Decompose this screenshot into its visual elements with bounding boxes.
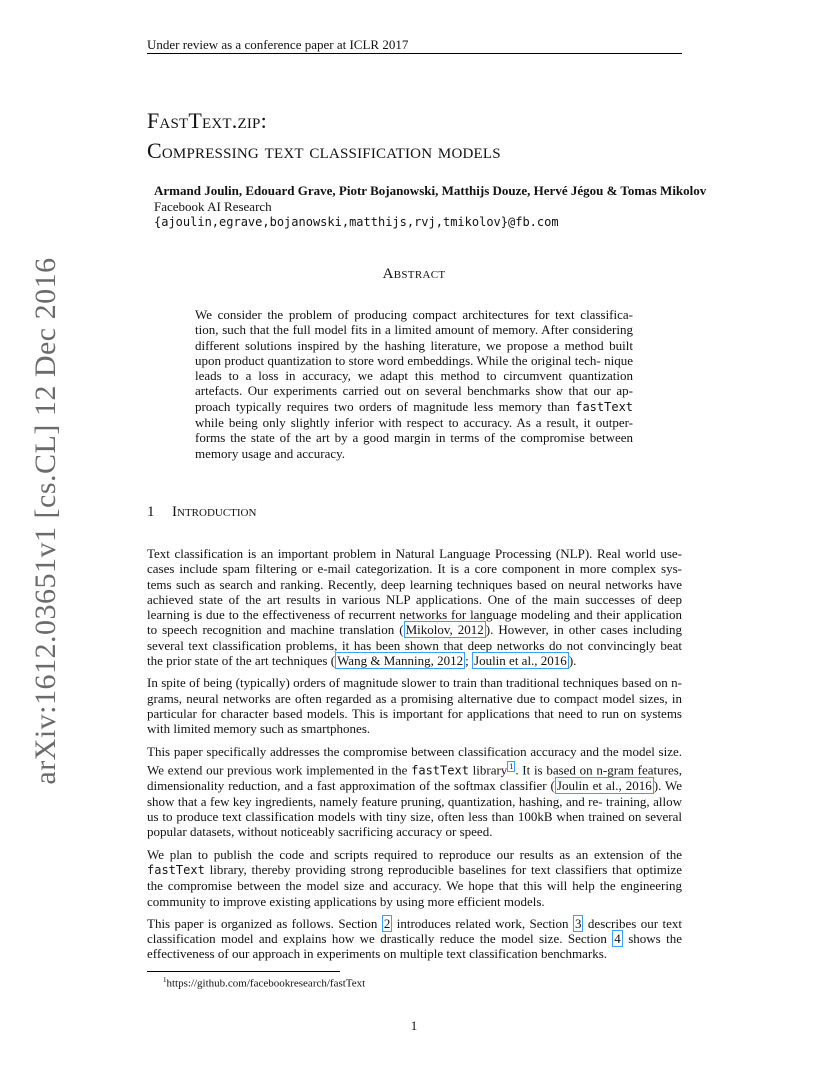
p5-text-a: This paper is organized as follows. Section bbox=[147, 915, 378, 931]
p5-text-d: shows the effectiveness of our approach in experiments on multiple text classification benchmarks. bbox=[147, 931, 683, 962]
introduction-body bbox=[147, 546, 682, 969]
p1-text-c: ). bbox=[568, 653, 577, 669]
abstract-body bbox=[195, 307, 633, 461]
footnote-url[interactable]: https://github.com/facebookresearch/fastText bbox=[166, 977, 366, 990]
p3-text-b: library bbox=[472, 762, 508, 778]
p1-text-a: Text classification is an important problem in Natural Language Processing (NLP). Real world use- cases include spam filtering or e-mail categorization. It is a core component in more complex sys- tems such as search and ranking. Recently, deep learning techniques based on neural networks have achieved state of the art results in various NLP applications. One of the main successes of deep learning is due to the effectiveness of recurrent networks for language modeling and their application to speech recognition and machine translation ( bbox=[147, 546, 682, 638]
p5-text-c: describes our text classification model and explains how we drastically reduce the model size. Section bbox=[147, 915, 682, 947]
paragraph-2: In spite of being (typically) orders of magnitude slower to train than traditional techniques based on n-grams, neural networks are often regarded as a promising alternative due to compact model sizes, in particular for character based models. This is important for applications that need to run on systems with limited memory such as smartphones. bbox=[147, 675, 682, 737]
p4-text-a: We plan to publish the code and scripts required to reproduce our results as an extension of the bbox=[147, 846, 682, 862]
header-rule bbox=[147, 53, 682, 54]
page-number: 1 bbox=[410, 1018, 418, 1033]
abstract-text-b: while being only slightly inferior with respect to accuracy. As a result, it outper- forms the state of the art by a good margin in terms of the compromise between memory usage and accuracy. bbox=[195, 415, 633, 461]
footnote-mark: 1 bbox=[163, 976, 167, 984]
paragraph-4 bbox=[147, 847, 682, 909]
paragraph-1 bbox=[147, 546, 682, 668]
p5-text-b: introduces related work, Section bbox=[396, 915, 569, 931]
section-ref-link[interactable]: 2 bbox=[383, 915, 391, 931]
citation-link[interactable]: Mikolov, 2012 bbox=[405, 622, 484, 638]
running-header: Under review as a conference paper at ICLR 2017 bbox=[147, 37, 409, 52]
p3-text-d: ). We show that a few key ingredients, namely feature pruning, quantization, hashing, and re- training, allow us to produce text classification models with tiny size, often less than 100kB when trained on several popular datasets, without noticeably sacrificing accuracy or speed. bbox=[147, 778, 683, 840]
section-heading bbox=[147, 504, 256, 521]
abstract-code: fastText bbox=[575, 399, 634, 414]
inline-code: fastText bbox=[147, 862, 205, 877]
section-title: Introduction bbox=[172, 504, 257, 520]
section-number: 1 bbox=[147, 504, 155, 520]
paragraph-3 bbox=[147, 744, 682, 840]
abstract-heading: Abstract bbox=[382, 266, 446, 282]
citation-link[interactable]: Wang & Manning, 2012 bbox=[337, 653, 464, 669]
author-list: Armand Joulin, Edouard Grave, Piotr Bojanowski, Matthijs Douze, Hervé Jégou & Tomas Mikolov bbox=[154, 183, 707, 198]
affiliation: Facebook AI Research bbox=[154, 199, 272, 214]
arxiv-stamp: arXiv:1612.03651v1 [cs.CL] 12 Dec 2016 bbox=[29, 257, 62, 785]
citation-link[interactable]: Joulin et al., 2016 bbox=[556, 778, 652, 794]
footnote bbox=[163, 976, 365, 990]
p3-text-a: This paper specifically addresses the compromise between classification accuracy and the model size. We extend our previous work implemented in the bbox=[147, 743, 682, 778]
p4-text-b: library, thereby providing strong reproducible baselines for text classifiers that optimize the compromise between the model size and accuracy. We hope that this will help the engineering community to improve existing applications by using more efficient models. bbox=[147, 861, 682, 909]
section-ref-link[interactable]: 4 bbox=[614, 931, 621, 947]
p1-text-b: ). However, in other cases including several text classification problems, it has been shown that deep networks do not convincingly beat the prior state of the art techniques ( bbox=[147, 622, 682, 669]
inline-code: fastText bbox=[411, 763, 469, 778]
p1-separator: ; bbox=[465, 653, 473, 669]
citation-link[interactable]: Joulin et al., 2016 bbox=[474, 653, 567, 669]
author-emails bbox=[154, 214, 559, 230]
title-line-2: Compressing text classification models bbox=[147, 138, 501, 163]
section-ref-link[interactable]: 3 bbox=[574, 915, 582, 931]
paragraph-5 bbox=[147, 916, 682, 962]
paper-title bbox=[147, 106, 501, 166]
footnote-rule bbox=[147, 971, 340, 972]
title-line-1: FastText.zip: bbox=[147, 108, 267, 133]
footnote-link[interactable]: 1 bbox=[509, 761, 514, 771]
p3-text-c: . It is based on n-gram features, dimensionality reduction, and a fast approximation of the softmax classifier ( bbox=[147, 762, 683, 794]
abstract-text-a: We consider the problem of producing compact architectures for text classifica- tion, such that the full model fits in a limited amount of memory. After considering different solutions inspired by the hashing literature, we propose a method built upon product quantization to store word embeddings. While the original tech- nique leads to a loss in accuracy, we adapt this method to circumvent quantization artefacts. Our experiments carried out on several benchmarks show that our ap- proach typically requires two orders of magnitude less memory than bbox=[195, 307, 633, 414]
email-text: {ajoulin,egrave,bojanowski,matthijs,rvj,tmikolov}@fb.com bbox=[154, 215, 559, 229]
